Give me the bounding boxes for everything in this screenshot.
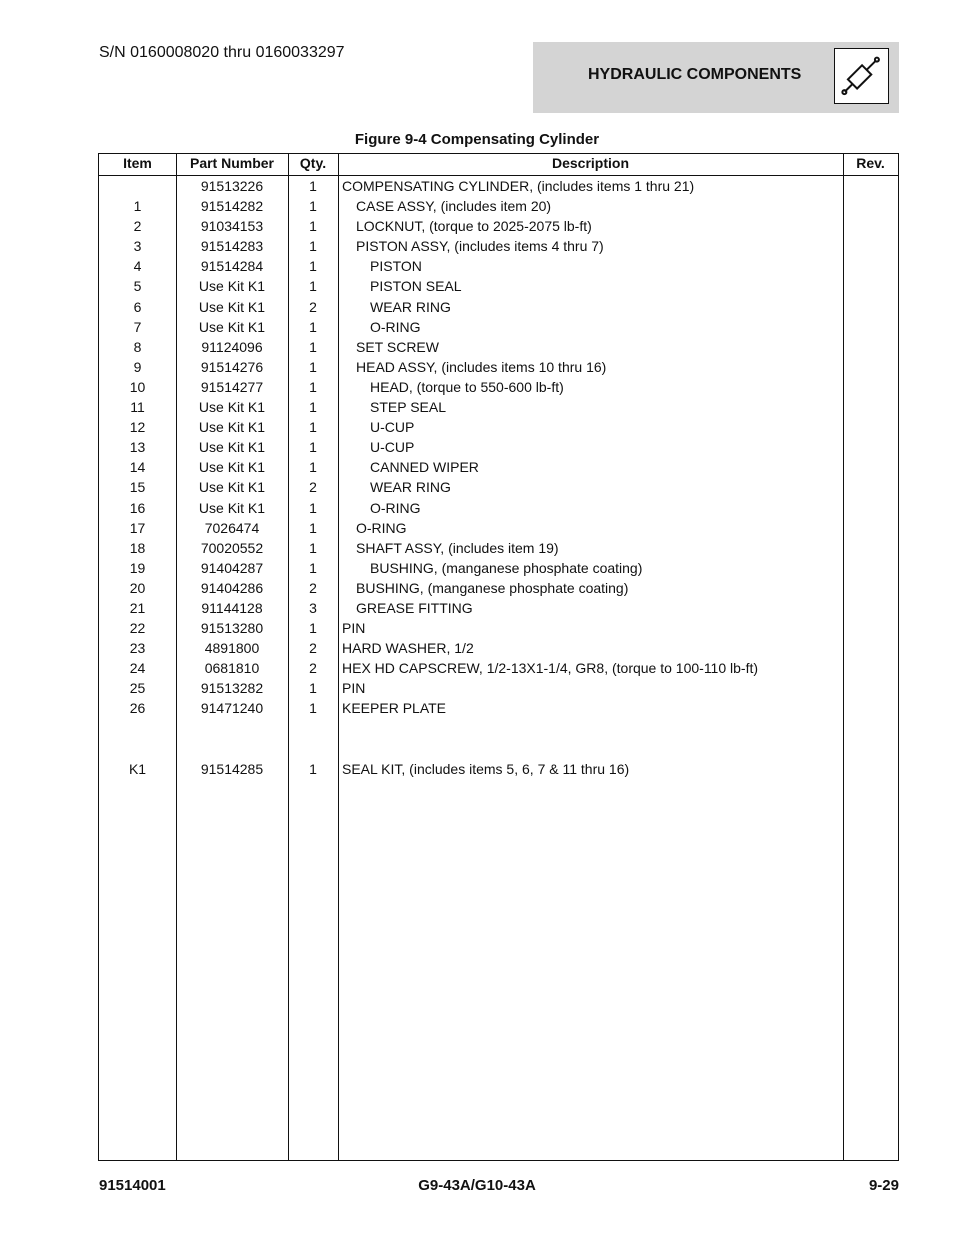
table-row [99,518,898,538]
row-item-number: 21 [129,599,146,616]
row-item-number: 13 [129,439,146,456]
row-item-number: 20 [129,579,146,596]
row-part-number: 70020552 [200,539,264,556]
row-quantity: 1 [309,700,317,717]
row-description: HEX HD CAPSCREW, 1/2-13X1-1/4, GR8, (torque to 100-110 lb-ft) [342,660,759,677]
footer-model: G9-43A/G10-43A [418,1177,536,1194]
row-quantity: 2 [309,479,317,496]
row-part-number: 91514283 [200,238,264,255]
row-description: GREASE FITTING [356,599,473,616]
row-quantity: 1 [309,760,317,777]
table-row [99,317,898,337]
row-quantity: 1 [309,258,317,275]
row-part-number: 91514276 [200,358,264,375]
row-item-number: 3 [133,238,142,255]
row-item-number: 26 [129,700,146,717]
column-header-qty: Qty. [299,155,327,171]
table-row [99,357,898,377]
row-quantity: 1 [309,680,317,697]
row-item-number: 9 [133,358,142,375]
row-description: LOCKNUT, (torque to 2025-2075 lb-ft) [356,218,592,235]
row-quantity: 1 [309,358,317,375]
row-description: O-RING [370,318,421,335]
row-part-number: 91124096 [201,338,263,355]
column-header-item: Item [123,155,152,171]
row-quantity: 1 [309,539,317,556]
row-item-number: 8 [133,338,142,355]
row-quantity: 1 [309,338,317,355]
row-part-number: 91513226 [200,178,264,194]
row-description: WEAR RING [370,298,451,315]
row-description: O-RING [370,499,421,516]
row-item-number: 17 [129,519,146,536]
row-description: U-CUP [370,439,415,456]
row-part-number: 91404286 [200,579,264,596]
row-quantity: 3 [309,599,317,616]
row-part-number: 91514285 [200,760,264,777]
row-item-number: 6 [133,298,142,315]
row-part-number: 91513282 [200,680,264,697]
row-item-number: 19 [129,559,146,576]
table-row [99,598,898,618]
figure-title: Figure 9-4 Compensating Cylinder [354,131,600,148]
table-row [99,618,898,638]
row-description: SEAL KIT, (includes items 5, 6, 7 & 11 thru 16) [342,760,630,777]
table-row [99,638,898,658]
row-description: SHAFT ASSY, (includes item 19) [356,539,559,556]
row-item-number: 2 [133,218,142,235]
row-item-number: 15 [129,479,146,496]
row-part-number: 91513280 [200,620,264,637]
row-item-number: 12 [129,419,146,436]
footer-page-number: 9-29 [868,1177,899,1194]
row-quantity: 1 [309,459,317,476]
table-row [99,417,898,437]
table-row [99,236,898,256]
row-part-number: 91471240 [200,700,264,717]
row-part-number: Use Kit K1 [198,479,266,496]
row-quantity: 1 [309,559,317,576]
row-description: CASE ASSY, (includes item 20) [356,198,552,215]
row-description: WEAR RING [370,479,451,496]
row-part-number: Use Kit K1 [198,298,266,315]
table-row [99,558,898,578]
row-quantity: 1 [309,178,317,194]
row-quantity: 1 [309,620,317,637]
parts-table [98,153,899,1161]
row-quantity: 2 [309,298,317,315]
serial-number-range: S/N 0160008020 thru 0160033297 [99,44,345,61]
table-row [99,698,898,718]
row-part-number: Use Kit K1 [198,459,266,476]
row-description: BUSHING, (manganese phosphate coating) [370,559,643,576]
row-part-number: 91514282 [200,198,264,215]
row-description: STEP SEAL [370,399,447,416]
table-row [99,377,898,397]
row-description: PISTON ASSY, (includes items 4 thru 7) [356,238,604,255]
row-description: BUSHING, (manganese phosphate coating) [356,579,629,596]
table-row [99,477,898,497]
parts-table-body [99,176,898,779]
row-item-number: 25 [129,680,146,697]
row-description: PISTON [370,258,422,275]
section-title: HYDRAULIC COMPONENTS [588,66,802,83]
column-header-description: Description [551,155,629,171]
row-quantity: 1 [309,318,317,335]
table-row [99,397,898,417]
row-part-number: 91144128 [201,599,263,616]
row-quantity: 1 [309,278,317,295]
row-item-number: 10 [129,378,146,395]
row-quantity: 2 [309,579,317,596]
row-quantity: 1 [309,439,317,456]
row-item-number: 16 [129,499,146,516]
table-row [99,759,898,779]
table-row [99,176,898,196]
row-description: COMPENSATING CYLINDER, (includes items 1 thru 21) [342,178,695,194]
row-description: PIN [342,680,366,697]
row-part-number: 91514284 [200,258,264,275]
row-part-number: Use Kit K1 [198,499,266,516]
table-row [99,457,898,477]
row-item-number: 7 [133,318,142,335]
table-row [99,216,898,236]
row-part-number: Use Kit K1 [198,439,266,456]
hydraulic-cylinder-icon [834,48,889,104]
table-row [99,739,898,759]
table-row [99,297,898,317]
row-part-number: 91034153 [200,218,264,235]
row-part-number: Use Kit K1 [198,278,266,295]
row-quantity: 2 [309,660,317,677]
row-description: PISTON SEAL [370,278,462,295]
row-quantity: 2 [309,640,317,657]
row-part-number: Use Kit K1 [198,419,266,436]
row-quantity: 1 [309,399,317,416]
row-part-number: 0681810 [204,660,260,677]
row-description: U-CUP [370,419,415,436]
table-row [99,498,898,518]
table-row [99,578,898,598]
table-row [99,719,898,739]
table-row [99,538,898,558]
row-description: HARD WASHER, 1/2 [342,640,474,657]
column-header-rev: Rev. [856,155,885,171]
row-part-number: 7026474 [204,519,260,536]
footer-doc-number: 91514001 [99,1177,166,1194]
row-part-number: 91404287 [200,559,264,576]
row-item-number: 1 [133,198,142,215]
row-description: O-RING [356,519,407,536]
table-row [99,276,898,296]
table-row [99,196,898,216]
row-description: HEAD, (torque to 550-600 lb-ft) [370,378,564,395]
row-quantity: 1 [309,378,317,395]
row-description: KEEPER PLATE [342,700,447,717]
row-item-number: 4 [133,258,142,275]
row-part-number: 4891800 [204,640,260,657]
row-item-number: K1 [128,760,147,777]
row-quantity: 1 [309,238,317,255]
row-quantity: 1 [309,419,317,436]
row-item-number: 22 [129,620,146,637]
row-item-number: 14 [129,459,146,476]
section-header [533,42,899,113]
row-description: HEAD ASSY, (includes items 10 thru 16) [356,358,607,375]
table-row [99,437,898,457]
row-part-number: 91514277 [200,378,264,395]
row-quantity: 1 [309,198,317,215]
row-description: CANNED WIPER [370,459,479,476]
column-header-part-number: Part Number [189,155,275,171]
row-item-number: 23 [129,640,146,657]
table-row [99,658,898,678]
row-quantity: 1 [309,499,317,516]
row-part-number: Use Kit K1 [198,318,266,335]
row-item-number: 24 [129,660,146,677]
table-row [99,256,898,276]
row-item-number: 18 [129,539,146,556]
row-part-number: Use Kit K1 [198,399,266,416]
row-description: PIN [342,620,366,637]
row-quantity: 1 [309,218,317,235]
table-row [99,337,898,357]
row-description: SET SCREW [356,338,439,355]
table-row [99,678,898,698]
row-item-number: 5 [133,278,142,295]
row-quantity: 1 [309,519,317,536]
row-item-number: 11 [130,399,145,416]
